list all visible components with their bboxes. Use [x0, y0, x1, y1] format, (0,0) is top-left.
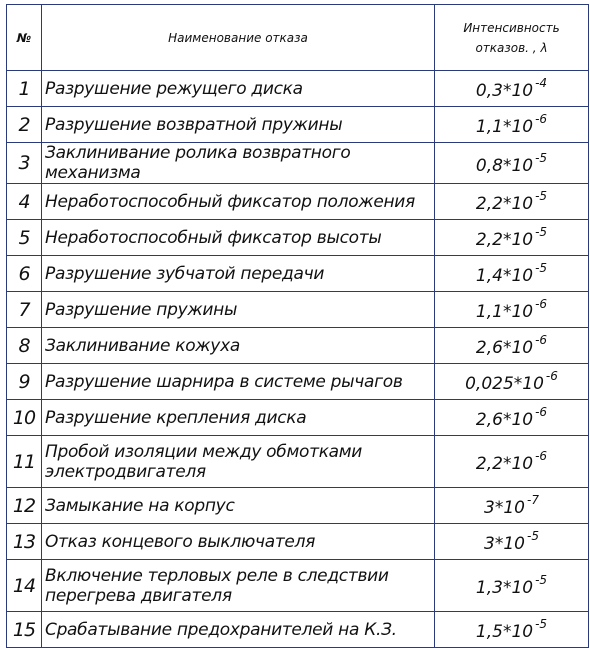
intensity-value [435, 364, 589, 400]
failure-name: Разрушение шарнира в системе рычагов [42, 364, 435, 400]
intensity-value [435, 436, 589, 488]
header-intensity [435, 5, 589, 71]
row-number: 11 [7, 436, 42, 488]
header-failure-name: Наименование отказа [42, 5, 435, 71]
failure-name: Разрушение зубчатой передачи [42, 256, 435, 292]
intensity-value [435, 524, 589, 560]
intensity-mantissa: 1,3*10 [475, 578, 534, 598]
intensity-value [435, 107, 589, 143]
intensity-mantissa: 2,2*10 [475, 194, 534, 214]
intensity-exponent: -6 [535, 449, 548, 463]
table-row [7, 488, 589, 524]
intensity-value [435, 71, 589, 107]
row-number: 10 [7, 400, 42, 436]
table-row [7, 107, 589, 143]
failure-name: Включение терловых реле в следствии перегрева двигателя [42, 560, 435, 612]
table-row [7, 143, 589, 184]
row-number: 4 [7, 184, 42, 220]
header-intensity-line1: Интенсивность [463, 20, 560, 35]
row-number: 5 [7, 220, 42, 256]
intensity-mantissa: 0,3*10 [475, 81, 534, 101]
intensity-mantissa: 2,6*10 [475, 338, 534, 358]
intensity-mantissa: 2,2*10 [475, 230, 534, 250]
intensity-exponent: -4 [535, 76, 548, 90]
table-header-row [7, 5, 589, 71]
failure-table-container [6, 4, 588, 648]
table-row [7, 436, 589, 488]
row-number: 7 [7, 292, 42, 328]
intensity-mantissa: 1,5*10 [475, 622, 534, 642]
row-number: 1 [7, 71, 42, 107]
intensity-exponent: -5 [535, 617, 548, 631]
row-number: 8 [7, 328, 42, 364]
intensity-value [435, 292, 589, 328]
intensity-exponent: -6 [535, 333, 548, 347]
table-row [7, 328, 589, 364]
table-row [7, 524, 589, 560]
table-row [7, 612, 589, 648]
intensity-value [435, 400, 589, 436]
row-number: 15 [7, 612, 42, 648]
intensity-mantissa: 1,1*10 [475, 302, 534, 322]
failure-name: Разрушение режущего диска [42, 71, 435, 107]
failure-name: Разрушение пружины [42, 292, 435, 328]
intensity-value [435, 143, 589, 184]
table-row [7, 256, 589, 292]
row-number: 3 [7, 143, 42, 184]
intensity-mantissa: 1,1*10 [475, 117, 534, 137]
intensity-value [435, 612, 589, 648]
failure-name: Отказ концевого выключателя [42, 524, 435, 560]
intensity-value [435, 184, 589, 220]
intensity-exponent: -6 [535, 297, 548, 311]
intensity-mantissa: 3*10 [484, 498, 525, 518]
intensity-value [435, 560, 589, 612]
intensity-value [435, 328, 589, 364]
intensity-exponent: -5 [535, 150, 548, 165]
intensity-exponent: -5 [535, 573, 548, 587]
intensity-mantissa: 0,025*10 [465, 374, 544, 394]
failure-name: Срабатывание предохранителей на К.З. [42, 612, 435, 648]
row-number: 2 [7, 107, 42, 143]
table-row [7, 184, 589, 220]
failure-intensity-table [6, 4, 589, 648]
row-number: 13 [7, 524, 42, 560]
table-row [7, 364, 589, 400]
table-row [7, 220, 589, 256]
row-number: 12 [7, 488, 42, 524]
failure-name: Замыкание на корпус [42, 488, 435, 524]
row-number: 6 [7, 256, 42, 292]
intensity-value [435, 256, 589, 292]
intensity-mantissa: 1,4*10 [475, 266, 534, 286]
intensity-mantissa: 2,2*10 [475, 454, 534, 474]
row-number: 9 [7, 364, 42, 400]
intensity-exponent: -7 [526, 493, 539, 507]
table-row [7, 560, 589, 612]
header-intensity-line2: отказов. , λ [475, 40, 548, 55]
intensity-exponent: -5 [526, 529, 539, 543]
intensity-exponent: -5 [535, 261, 548, 275]
intensity-mantissa: 0,8*10 [475, 155, 534, 176]
intensity-mantissa: 2,6*10 [475, 410, 534, 430]
row-number: 14 [7, 560, 42, 612]
failure-name: Разрушение возвратной пружины [42, 107, 435, 143]
table-row [7, 400, 589, 436]
intensity-exponent: -5 [535, 225, 548, 239]
intensity-exponent: -6 [545, 369, 558, 383]
failure-name: Заклинивание кожуха [42, 328, 435, 364]
intensity-exponent: -6 [535, 112, 548, 126]
intensity-exponent: -5 [535, 189, 548, 203]
failure-name: Неработоспособный фиксатор положения [42, 184, 435, 220]
table-row [7, 292, 589, 328]
intensity-exponent: -6 [535, 405, 548, 419]
failure-name: Разрушение крепления диска [42, 400, 435, 436]
intensity-value [435, 488, 589, 524]
failure-name: Пробой изоляции между обмотками электродвигателя [42, 436, 435, 488]
intensity-value [435, 220, 589, 256]
table-row [7, 71, 589, 107]
header-number: № [7, 5, 42, 71]
failure-name: Заклинивание ролика возвратного механизма [42, 143, 435, 184]
failure-name: Неработоспособный фиксатор высоты [42, 220, 435, 256]
intensity-mantissa: 3*10 [484, 534, 525, 554]
